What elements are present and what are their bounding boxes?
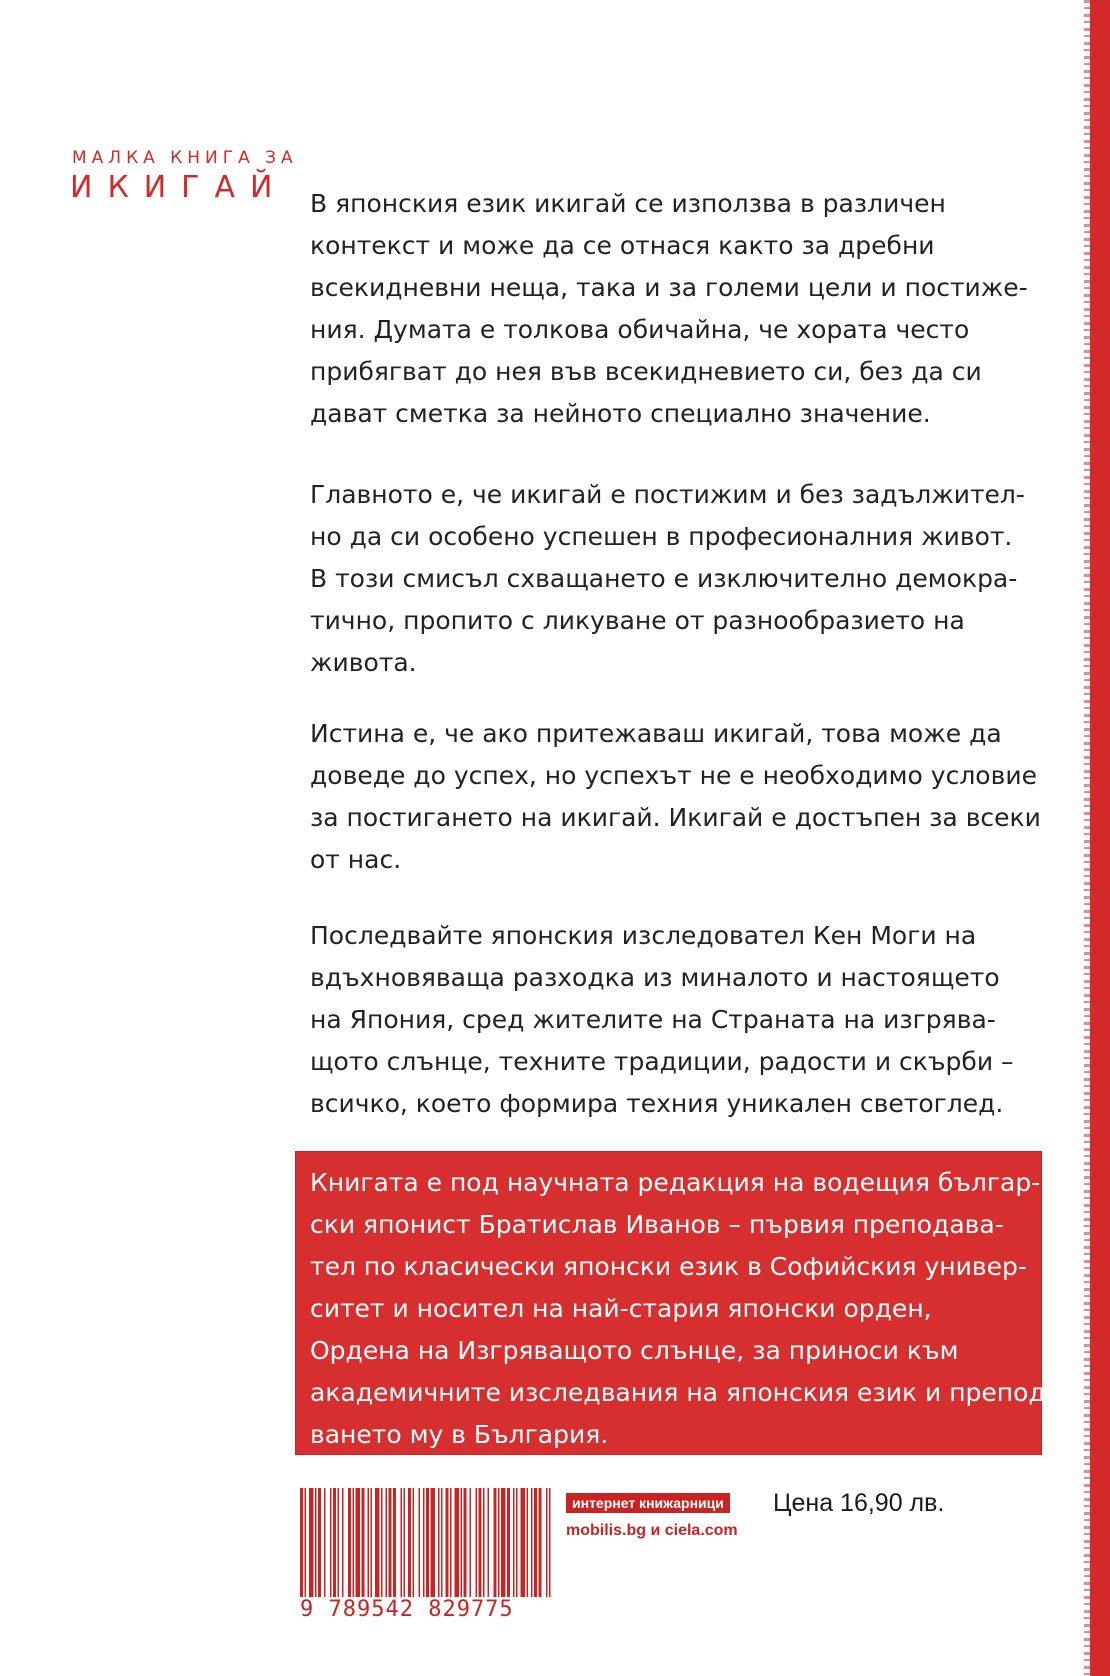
barcode-bar — [324, 1488, 326, 1598]
paragraph-line: контекст и може да се отнася както за дребни — [310, 231, 935, 260]
editor-note-line: тел по класически японски език в Софийския универ- — [310, 1252, 1027, 1281]
barcode-bar — [479, 1488, 482, 1598]
barcode-bar — [464, 1488, 467, 1598]
editor-note-text — [310, 1162, 1071, 1456]
paragraph-line: доведе до успех, но успехът не е необходимо условие — [310, 761, 1037, 790]
editor-note-line: Книгата е под научната редакция на водещия българ- — [310, 1168, 1041, 1197]
paragraph-line: тично, пропито с ликуване от разнообразието на — [310, 606, 965, 635]
barcode-bar — [446, 1488, 449, 1598]
barcode-bar — [423, 1488, 425, 1598]
barcode-bar — [330, 1488, 332, 1598]
paragraph-line: В този смисъл схващането е изключително демокра- — [310, 564, 1018, 593]
isbn-number: 9 789542 829775 — [300, 1597, 552, 1623]
paragraph-line: всичко, което формира техния уникален светоглед. — [310, 1089, 1004, 1118]
paragraph-line: но да си особено успешен в професионалния живот. — [310, 522, 1013, 551]
paragraph-line: ния. Думата е толкова обичайна, че хората често — [310, 315, 970, 344]
price-label: Цена 16,90 лв. — [773, 1489, 945, 1517]
paragraph-line: на Япония, сред жителите на Страната на изгрява- — [310, 1005, 996, 1034]
online-shops-sites: mobilis.bg и ciela.com — [566, 1522, 738, 1539]
barcode-bar — [455, 1488, 460, 1598]
barcode-bar — [300, 1488, 303, 1598]
barcode-bar — [527, 1488, 529, 1598]
barcode-bar — [534, 1488, 537, 1598]
barcode-bar — [476, 1488, 478, 1598]
paragraph-line: прибягват до нея във всекидневието си, без да си — [310, 357, 982, 386]
barcode-bar — [501, 1488, 506, 1598]
paragraph-line: за постигането на икигай. Икигай е достъпен за всеки — [310, 803, 1041, 832]
paragraph-line: живота. — [310, 648, 417, 677]
barcode-bar — [342, 1488, 344, 1598]
paragraph-line: дават сметка за нейното специално значение. — [310, 399, 931, 428]
barcode-bar — [381, 1488, 383, 1598]
barcode-bar — [309, 1488, 314, 1598]
barcode-bar — [461, 1488, 463, 1598]
paragraph-line: Истина е, че ако притежаваш икигай, това може да — [310, 719, 1002, 748]
barcode-bar — [494, 1488, 497, 1598]
barcode-bar — [413, 1488, 415, 1598]
paragraph-1 — [310, 183, 1028, 435]
barcode-bar — [488, 1488, 490, 1598]
barcode-bar — [371, 1488, 373, 1598]
barcode-bar — [531, 1488, 533, 1598]
series-label: МАЛКА КНИГА ЗА — [72, 148, 298, 168]
paragraph-line: щото слънце, техните традиции, радости и скърби – — [310, 1047, 1014, 1076]
book-title: ИКИГАЙ — [70, 170, 288, 205]
barcode-bar — [521, 1488, 526, 1598]
barcode-bar — [507, 1488, 510, 1598]
paragraph-line: В японския език икигай се използва в различен — [310, 189, 946, 218]
barcode-bar — [305, 1488, 307, 1598]
paragraph-2 — [310, 474, 1025, 684]
editor-note-line: академичните изследвания на японския език и препода- — [310, 1378, 1071, 1407]
barcode-bar — [513, 1488, 515, 1598]
barcode — [300, 1488, 552, 1598]
barcode-bar — [426, 1488, 429, 1598]
online-shops-label: интернет книжарници — [566, 1493, 730, 1513]
barcode-bar — [375, 1488, 380, 1598]
barcode-bar — [389, 1488, 392, 1598]
barcode-bar — [419, 1488, 421, 1598]
paragraph-4 — [310, 915, 1020, 1125]
barcode-bar — [408, 1488, 411, 1598]
editor-note-line: ски японист Братислав Иванов – първия преподава- — [310, 1210, 1004, 1239]
barcode-bar — [470, 1488, 472, 1598]
barcode-bar — [401, 1488, 403, 1598]
barcode-bar — [315, 1488, 317, 1598]
editor-note-box — [296, 1152, 1071, 1454]
barcode-bar — [386, 1488, 388, 1598]
barcode-bar — [539, 1488, 542, 1598]
paragraph-line: от нас. — [310, 845, 402, 874]
editor-note-line: ването му в България. — [310, 1420, 609, 1449]
barcode-bar — [356, 1488, 361, 1598]
barcode-bar — [318, 1488, 321, 1598]
editor-note-line: ситет и носител на най-стария японски орден, — [310, 1294, 932, 1323]
paragraph-line: Главното е, че икигай е постижим и без задължител- — [310, 480, 1025, 509]
barcode-bar — [348, 1488, 351, 1598]
editor-note-line: Ордена на Изгряващото слънце, за приноси към — [310, 1336, 959, 1365]
barcode-bar — [483, 1488, 485, 1598]
barcode-bar — [431, 1488, 436, 1598]
red-spine-edge — [1090, 0, 1110, 1676]
paragraph-line: Последвайте японския изследовател Кен Моги на — [310, 921, 977, 950]
barcode-bar — [353, 1488, 355, 1598]
barcode-bar — [498, 1488, 500, 1598]
barcode-bar — [404, 1488, 406, 1598]
barcode-bar — [338, 1488, 340, 1598]
barcode-bar — [368, 1488, 370, 1598]
torn-edge-texture — [1084, 0, 1092, 1676]
paragraph-3 — [310, 713, 1041, 881]
barcode-bar — [441, 1488, 443, 1598]
barcode-bar — [333, 1488, 336, 1598]
paragraph-line: вдъхновяваща разходка из миналото и настоящето — [310, 963, 1000, 992]
paragraph-line: всекидневни неща, така и за големи цели и постиже- — [310, 273, 1028, 302]
barcode-bar — [438, 1488, 440, 1598]
barcode-bar — [516, 1488, 518, 1598]
barcode-bar — [393, 1488, 396, 1598]
barcode-bar — [362, 1488, 365, 1598]
barcode-bar — [546, 1488, 548, 1598]
barcode-bar — [549, 1488, 551, 1598]
barcode-bar — [450, 1488, 452, 1598]
